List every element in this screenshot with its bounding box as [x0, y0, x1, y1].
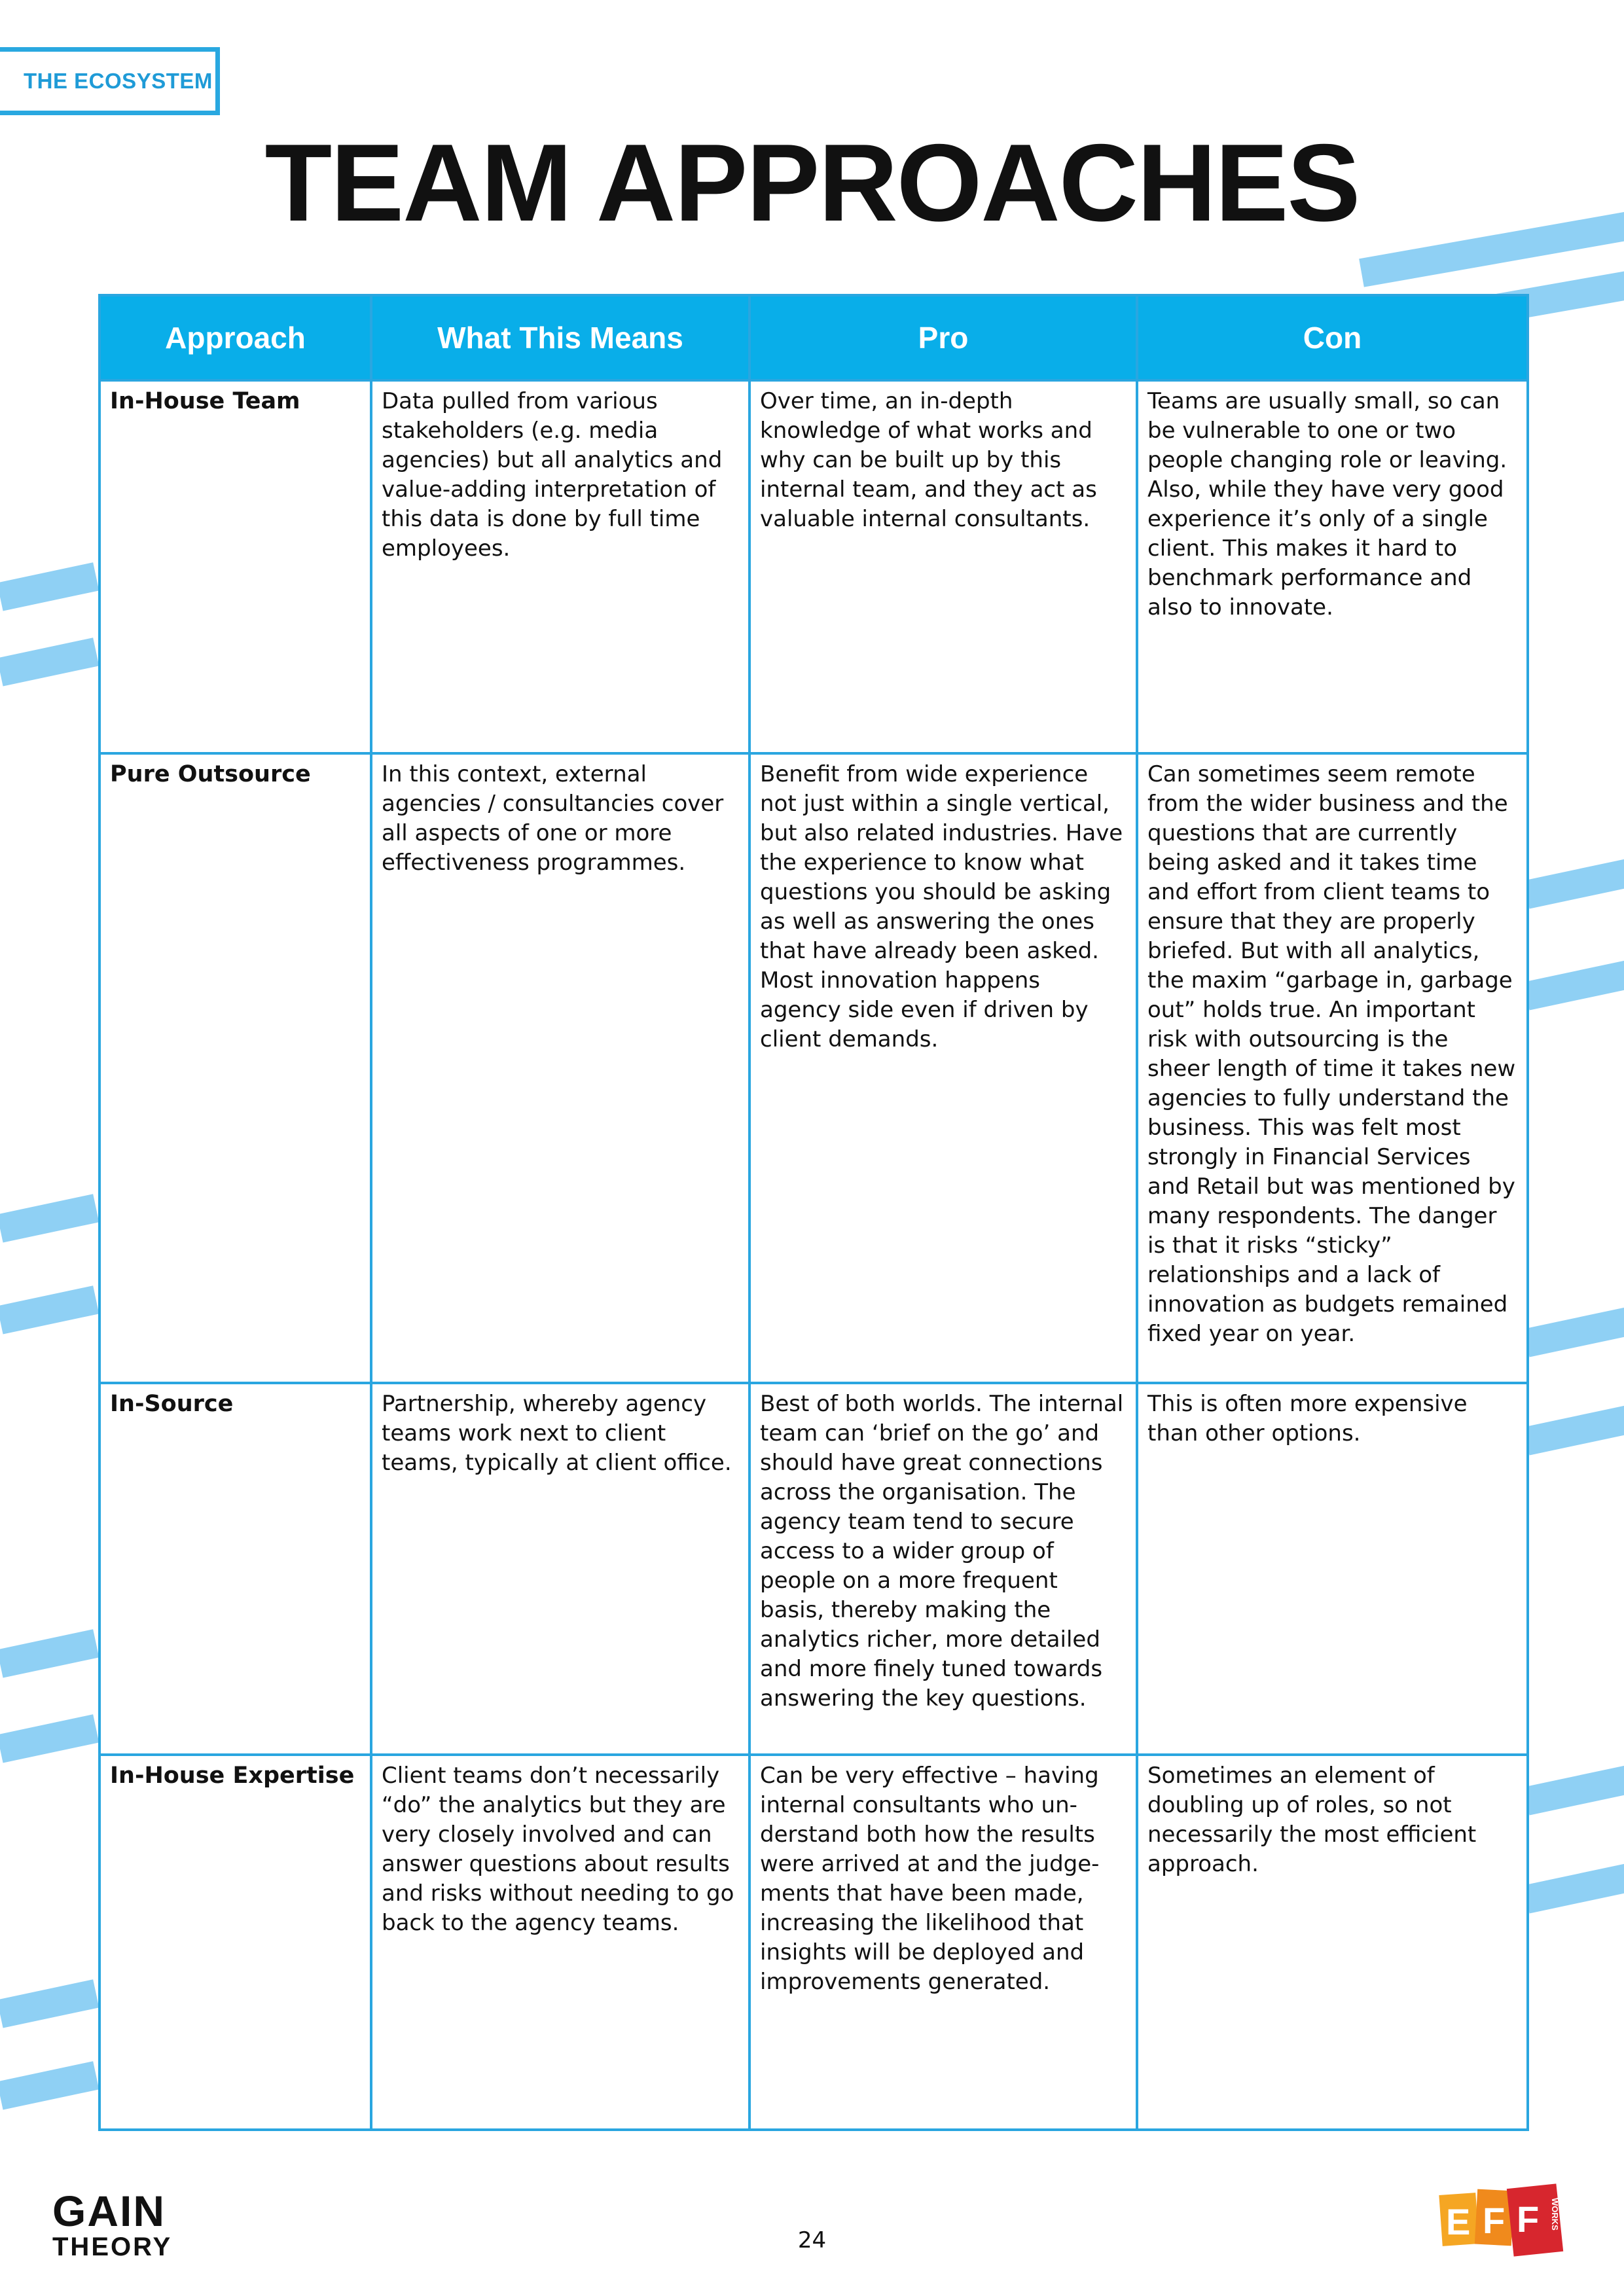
approach-cell: Pure Outsource [99, 753, 371, 1383]
column-header: Con [1137, 295, 1528, 380]
table-header-row [99, 295, 1528, 380]
stripe [1523, 1405, 1624, 1455]
stripe [0, 1629, 99, 1677]
column-header: Approach [99, 295, 371, 380]
con-cell: This is often more expensive than other options. [1137, 1383, 1528, 1755]
pro-cell: Over time, an in-depth knowledge of what works and why can be built up by this internal team, and they act as valuable internal consultants. [749, 380, 1137, 753]
pro-cell: Best of both worlds. The internal team can ‘brief on the go’ and should have great connections across the organisation. The agency team tend to secure access to a wider group of people on a more frequent basis, thereby making the analytics richer, more detailed and more finely tuned towards answering the key questions. [749, 1383, 1137, 1755]
stripe [1523, 859, 1624, 908]
stripe [0, 1714, 99, 1763]
approaches-table [98, 294, 1526, 2126]
stripe [0, 637, 99, 686]
stripe [0, 1285, 99, 1334]
stripe [1523, 1765, 1624, 1815]
con-cell: Teams are usually small, so can be vulnerable to one or two people changing role or leaving. Also, while they have very good experience it’s only of a single client. This makes it hard to benchmark performance and also to innovate. [1137, 380, 1528, 753]
eff-works-logo [1437, 2181, 1568, 2259]
svg-text:F: F [1483, 2200, 1506, 2241]
approach-cell: In-Source [99, 1383, 371, 1755]
table-row [99, 380, 1528, 753]
stripe [1523, 960, 1624, 1010]
con-cell: Sometimes an element of doubling up of roles, so not necessarily the most efficient approach. [1137, 1755, 1528, 2130]
pro-cell: Can be very effective – having internal consultants who un-derstand both how the results were arrived at and the judge-ments that have been made, increasing the likelihood that insights will be deployed and improvements generated. [749, 1755, 1137, 2130]
page-number: 24 [797, 2227, 827, 2253]
page-title: TEAM APPROACHES [264, 121, 1360, 244]
stripe [0, 1979, 99, 2028]
logo-line-2: THEORY [52, 2233, 173, 2261]
logo-line-1: GAIN [52, 2187, 166, 2235]
approach-cell: In-House Expertise [99, 1755, 371, 2130]
stripe [1523, 1863, 1624, 1913]
svg-text:F: F [1517, 2198, 1540, 2240]
column-header: What This Means [371, 295, 749, 380]
means-cell: In this context, external agencies / consultancies cover all aspects of one or more effectiveness programmes. [371, 753, 749, 1383]
con-cell: Can sometimes seem remote from the wider business and the questions that are currently being asked and it takes time and effort from client teams to ensure that they are properly briefed. But with all analytics, the maxim “garbage in, garbage out” holds true. An important risk with outsourcing is the sheer length of time it takes new agencies to fully understand the business. This was felt most strongly in Financial Services and Retail but was mentioned by many respondents. The danger is that it risks “sticky” relationships and a lack of innovation as budgets remained fixed year on year. [1137, 753, 1528, 1383]
stripe [0, 2061, 99, 2109]
table-row [99, 1383, 1528, 1755]
table-row [99, 753, 1528, 1383]
approach-cell: In-House Team [99, 380, 371, 753]
stripe [0, 562, 99, 611]
svg-text:WORKS: WORKS [1550, 2198, 1560, 2231]
means-cell: Data pulled from various stakeholders (e.g. media agencies) but all analytics and value-adding interpretation of this data is done by full time employees. [371, 380, 749, 753]
column-header: Pro [749, 295, 1137, 380]
stripe [1523, 1307, 1624, 1357]
means-cell: Partnership, whereby agency teams work next to client teams, typically at client office. [371, 1383, 749, 1755]
table-row [99, 1755, 1528, 2130]
pro-cell: Benefit from wide experience not just within a single vertical, but also related industries. Have the experience to know what questions you should be asking as well as answering the ones that have already been asked. Most innovation happens agency side even if driven by client demands. [749, 753, 1137, 1383]
stripe [0, 1194, 99, 1242]
section-tag: THE ECOSYSTEM [0, 47, 220, 115]
svg-text:E: E [1446, 2201, 1471, 2242]
means-cell: Client teams don’t necessarily “do” the analytics but they are very closely involved and can answer questions about results and risks without needing to go back to the agency teams. [371, 1755, 749, 2130]
